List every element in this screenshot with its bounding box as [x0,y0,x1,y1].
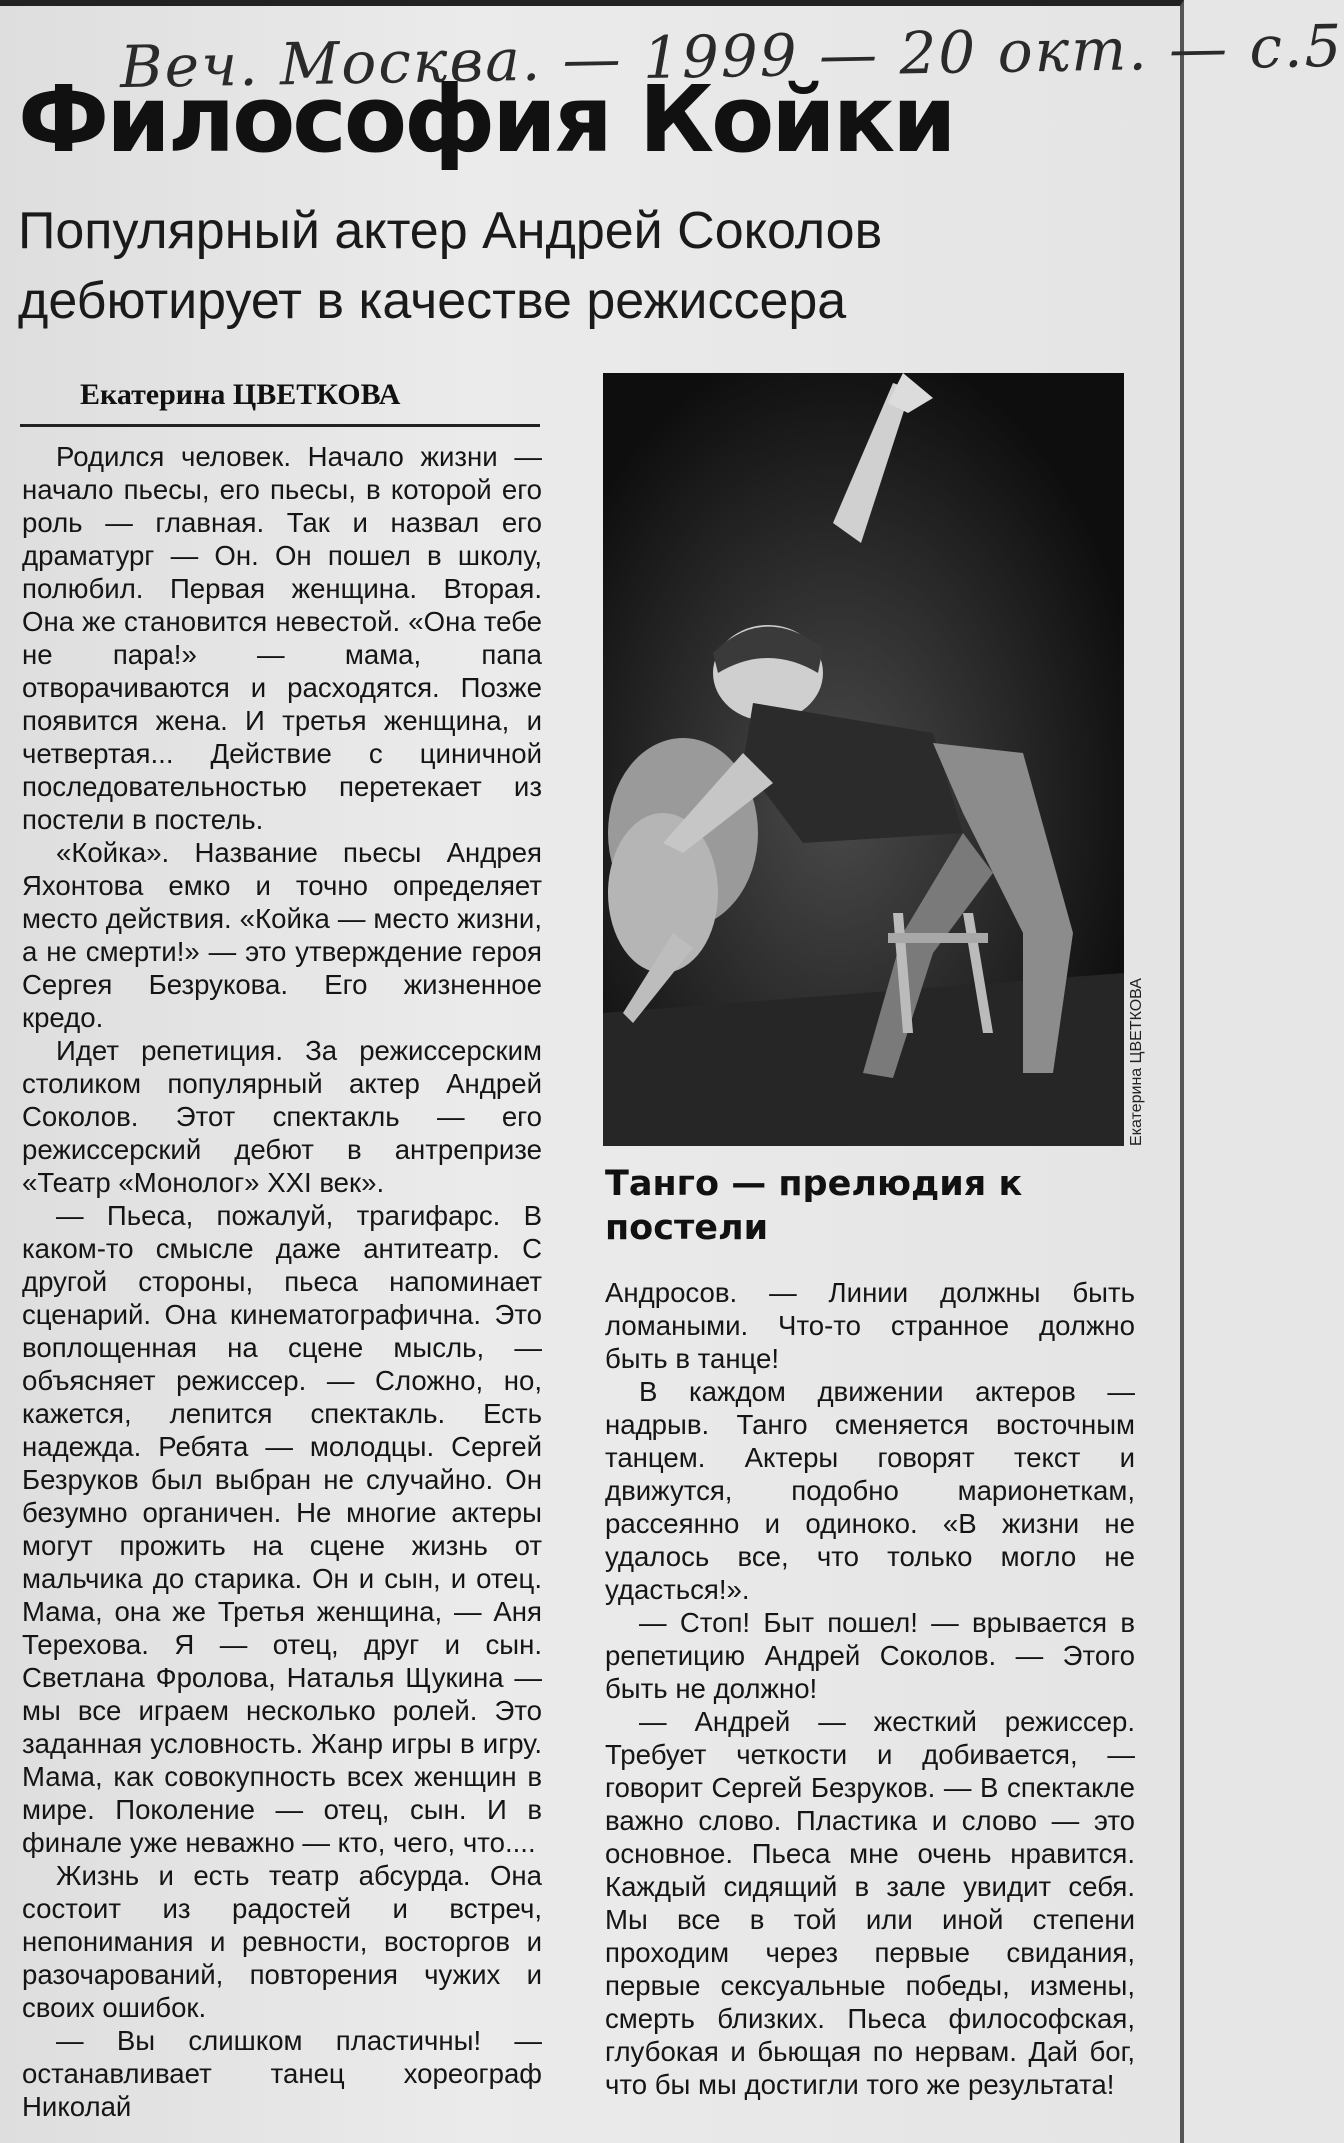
paragraph: Идет репетиция. За режиссерским столиком популярный актер Андрей Соколов. Этот спектакль — его режиссерский дебют в антрепризе «Театр «Монолог» XXI век». [22,1035,542,1198]
paragraph: — Пьеса, пожалуй, трагифарс. В каком-то смысле даже антитеатр. С другой стороны, пьеса напоминает сценарий. Она кинематографична. Это воплощенная на сцене мысль, — объясняет режиссер. — Сложно, но, кажется, лепится спектакль. Есть надежда. Ребята — молодцы. Сергей Безруков был выбран не случайно. Он безумно органичен. Не многие актеры могут прожить на сцене жизнь от мальчика до старика. Он и сын, и отец. Мама, она же Третья женщина, — Аня Терехова. Я — отец, друг и сын. Светлана Фролова, Наталья Щукина — мы все играем несколько ролей. Это заданная условность. Жанр игры в игру. Мама, как совокупность всех женщин в мире. Поколение — отец, сын. И в финале уже неважно — кто, чего, что.... [22,1200,542,1858]
article-column-right [605,1276,1135,2101]
subheadline: Популярный актер Андрей Соколов дебютирует в качестве режиссера [18,202,883,330]
paragraph: В каждом движении актеров — надрыв. Танго сменяется восточным танцем. Актеры говорят текст и движутся, подобно марионеткам, рассеянно и одиноко. «В жизни не удалось все, что только могло не удасться!». [605,1376,1135,1605]
paragraph: Жизнь и есть театр абсурда. Она состоит из радостей и встреч, непонимания и ревности, восторгов и разочарований, повторения чужих и своих ошибок. [22,1860,542,2023]
paragraph: «Койка». Название пьесы Андрея Яхонтова емко и точно определяет место действия. «Койка — место жизни, а не смерти!» — это утверждение героя Сергея Безрукова. Его жизненное кредо. [22,837,542,1033]
handwritten-source-note: Веч. Москва. — 1999 — 20 окт. — с.5 [119,11,1344,102]
tango-dancers-photo [603,373,1124,1146]
paragraph: — Вы слишком пластичны! — останавливает танец хореограф Николай [22,2025,542,2122]
byline-divider [20,424,540,427]
photo-credit: Екатерина ЦВЕТКОВА [1128,978,1145,1146]
headline: Философия Койки [18,66,954,173]
paragraph: Родился человек. Начало жизни — начало пьесы, его пьесы, в которой его роль — главная. Так и назвал его драматург — Он. Он пошел в школу, полюбил. Первая женщина. Вторая. Она же становится невестой. «Она тебе не пара!» — мама, папа отворачиваются и расходятся. Позже появится жена. И третья женщина, и четвертая... Действие с циничной последовательностью перетекает из постели в постель. [22,441,542,835]
paragraph: — Стоп! Быт пошел! — врывается в репетицию Андрей Соколов. — Этого быть не должно! [605,1607,1135,1704]
byline: Екатерина ЦВЕТКОВА [80,378,401,411]
article-photo [603,373,1124,1146]
article-column-left [22,440,542,2123]
photo-caption: Танго — прелюдия к постели [605,1164,1023,1248]
paragraph: — Андрей — жесткий режиссер. Требует четкости и добивается, — говорит Сергей Безруков. — В спектакле важно слово. Пластика и слово — это основное. Пьеса мне очень нравится. Каждый сидящий в зале увидит себя. Мы все в той или иной степени проходим через первые свидания, первые сексуальные победы, измены, смерть близких. Пьеса философская, глубокая и бьющая по нервам. Дай бог, что бы мы достигли того же результата! [605,1706,1135,2100]
paragraph: Андросов. — Линии должны быть ломаными. Что-то странное должно быть в танце! [605,1277,1135,1374]
